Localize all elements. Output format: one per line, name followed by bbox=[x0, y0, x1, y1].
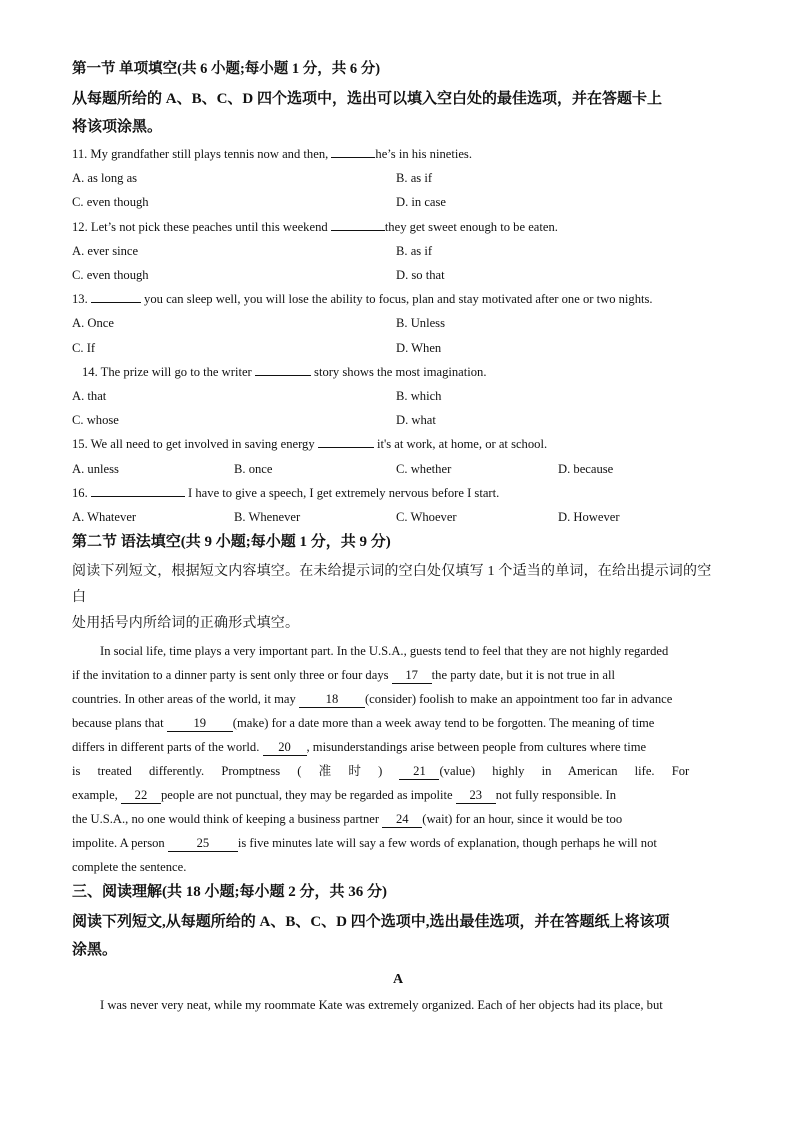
section3-heading: 三、阅读理解(共 18 小题;每小题 2 分，共 36 分) bbox=[72, 884, 387, 901]
option-a: A. as long as bbox=[72, 171, 138, 186]
passage-line: the U.S.A., no one would think of keeping a business partner 24 (wait) for an hour, since it would be too bbox=[72, 812, 623, 827]
option-b: B. Whenever bbox=[234, 510, 301, 525]
question-stem: 15. We all need to get involved in saving energy bbox=[72, 437, 318, 452]
section1-heading: 第一节 单项填空(共 6 小题;每小题 1 分，共 6 分) bbox=[72, 61, 381, 77]
question-stem: 12. Let’s not pick these peaches until this weekend bbox=[72, 219, 331, 234]
question-stem: I have to give a speech, I get extremely nervous before I start. bbox=[184, 485, 500, 500]
question-16 bbox=[72, 481, 724, 529]
blank-25: 25 bbox=[168, 836, 238, 852]
passage-a-first-line: I was never very neat, while my roommate Kate was extremely organized. Each of her objects had its place, but bbox=[100, 998, 663, 1013]
option-b: B. as if bbox=[396, 243, 433, 258]
option-a: A. Whatever bbox=[72, 510, 137, 525]
blank-18: 18 bbox=[299, 692, 365, 708]
blank-21: 21 bbox=[399, 764, 439, 780]
section1-instruction-line1: 从每题所给的 A、B、C、D 四个选项中，选出可以填入空白处的最佳选项，并在答题卡上 bbox=[72, 91, 663, 107]
passage-line: In social life, time plays a very important part. In the U.S.A., guests tend to feel that they are not highly regarded bbox=[100, 644, 669, 659]
option-a: A. ever since bbox=[72, 243, 139, 258]
option-c: C. whose bbox=[72, 413, 119, 428]
question-stem: story shows the most imagination. bbox=[310, 364, 487, 379]
option-d: D. When bbox=[396, 340, 442, 355]
question-14 bbox=[72, 360, 724, 433]
blank-19: 19 bbox=[167, 716, 233, 732]
passage-line: differs in different parts of the world. 20 , misunderstandings arise between people from cultures where time bbox=[72, 740, 647, 755]
option-d: D. in case bbox=[396, 195, 447, 210]
question-stem: you can sleep well, you will lose the ability to focus, plan and stay motivated after one or two nights. bbox=[140, 292, 653, 307]
option-b: B. which bbox=[396, 389, 442, 404]
section2-heading: 第二节 语法填空(共 9 小题;每小题 1 分，共 9 分) bbox=[72, 534, 391, 551]
blank-24: 24 bbox=[382, 812, 422, 828]
blank-23: 23 bbox=[456, 788, 496, 804]
option-c: C. even though bbox=[72, 195, 149, 210]
passage-line: is treated differently. Promptness ( 准 时 ) 21 (value) highly in American life. For bbox=[72, 764, 690, 779]
question-12 bbox=[72, 215, 724, 288]
option-a: A. that bbox=[72, 389, 107, 404]
question-13 bbox=[72, 287, 724, 360]
answer-blank bbox=[91, 496, 185, 497]
question-stem: 14. The prize will go to the writer bbox=[82, 364, 255, 379]
option-c: C. If bbox=[72, 340, 96, 355]
option-d: D. what bbox=[396, 413, 436, 428]
option-b: B. as if bbox=[396, 171, 433, 186]
option-a: A. unless bbox=[72, 461, 119, 476]
question-stem: they get sweet enough to be eaten. bbox=[384, 219, 558, 234]
question-stem: it's at work, at home, or at school. bbox=[373, 437, 548, 452]
answer-blank bbox=[255, 375, 311, 376]
question-stem: 13. bbox=[72, 292, 91, 307]
blank-17: 17 bbox=[392, 668, 432, 684]
option-c: C. even though bbox=[72, 268, 149, 283]
option-b: B. Unless bbox=[396, 316, 445, 331]
exam-page bbox=[72, 58, 724, 1017]
question-11 bbox=[72, 142, 724, 215]
section3-instruction-line1: 阅读下列短文,从每题所给的 A、B、C、D 四个选项中,选出最佳选项，并在答题纸上将该项 bbox=[72, 914, 670, 931]
option-a: A. Once bbox=[72, 316, 114, 331]
passage-line: example, 22 people are not punctual, they may be regarded as impolite 23 not fully responsible. In bbox=[72, 788, 617, 803]
section1-instruction-line2: 将该项涂黑。 bbox=[72, 119, 163, 135]
passage-title: A bbox=[392, 972, 404, 988]
answer-blank bbox=[331, 230, 385, 231]
section3-instruction-line2: 涂黑。 bbox=[72, 942, 118, 959]
passage-line: complete the sentence. bbox=[72, 860, 187, 875]
passage-line: because plans that 19 (make) for a date more than a week away tend to be forgotten. The meaning of time bbox=[72, 716, 655, 731]
question-list bbox=[72, 142, 724, 529]
question-stem: 11. My grandfather still plays tennis now and then, bbox=[72, 147, 332, 161]
passage-line: countries. In other areas of the world, it may 18 (consider) foolish to make an appointment too far in advance bbox=[72, 692, 673, 707]
passage-line: if the invitation to a dinner party is sent only three or four days 17 the party date, but it is not true in all bbox=[72, 668, 615, 683]
option-c: C. whether bbox=[396, 461, 452, 476]
question-stem: he’s in his nineties. bbox=[375, 147, 472, 161]
option-d: D. so that bbox=[396, 268, 445, 283]
blank-22: 22 bbox=[121, 788, 161, 804]
blank-20: 20 bbox=[263, 740, 307, 756]
question-15 bbox=[72, 432, 724, 480]
grammar-passage bbox=[72, 639, 724, 879]
question-stem: 16. bbox=[72, 485, 91, 500]
section2-instruction-line1: 阅读下列短文，根据短文内容填空。在未给提示词的空白处仅填写 1 个适当的单词，在给出提示词的空白 bbox=[72, 564, 712, 606]
option-d: D. because bbox=[558, 461, 614, 476]
passage-line: impolite. A person 25 is five minutes late will say a few words of explanation, though perhaps he will not bbox=[72, 836, 657, 851]
option-d: D. However bbox=[558, 510, 620, 525]
option-b: B. once bbox=[234, 461, 273, 476]
answer-blank bbox=[331, 157, 375, 158]
section2-instruction-line2: 处用括号内所给词的正确形式填空。 bbox=[72, 616, 300, 632]
answer-blank bbox=[318, 447, 374, 448]
option-c: C. Whoever bbox=[396, 510, 457, 525]
answer-blank bbox=[91, 302, 141, 303]
